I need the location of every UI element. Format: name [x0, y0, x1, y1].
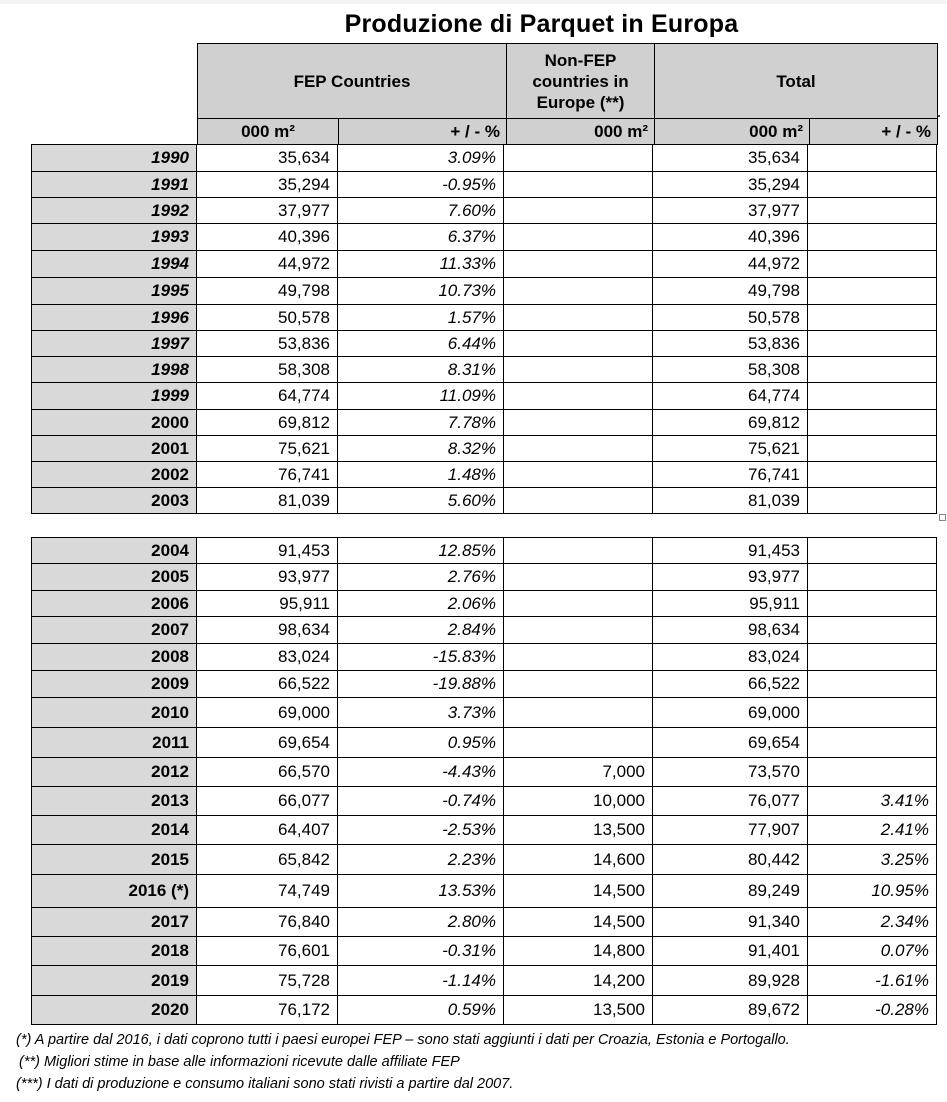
- fep-value-cell: 93,977: [197, 564, 338, 591]
- total-value-cell: 53,836: [653, 331, 808, 357]
- fep-change-cell: 13.53%: [338, 875, 504, 908]
- sub-non-fep-value: 000 m²: [506, 118, 655, 145]
- total-change-cell: 2.34%: [808, 908, 937, 937]
- fep-value-cell: 76,840: [197, 908, 338, 937]
- table-row: [31, 845, 937, 875]
- fep-change-cell: -15.83%: [338, 644, 504, 671]
- non-fep-value-cell: [504, 331, 653, 357]
- page-title: Produzione di Parquet in Europa: [344, 10, 739, 38]
- non-fep-value-cell: 14,500: [504, 908, 653, 937]
- fep-value-cell: 81,039: [197, 488, 338, 514]
- non-fep-value-cell: [504, 436, 653, 462]
- fep-value-cell: 91,453: [197, 537, 338, 564]
- table-row: [31, 966, 937, 996]
- fep-value-cell: 58,308: [197, 357, 338, 383]
- total-change-cell: 10.95%: [808, 875, 937, 908]
- fep-change-cell: 7.78%: [338, 410, 504, 436]
- fep-value-cell: 65,842: [197, 845, 338, 875]
- total-value-cell: 35,634: [653, 144, 808, 172]
- year-cell: 2010: [31, 698, 197, 728]
- footnote-1: (*) A partire dal 2016, i dati coprono tutti i paesi europei FEP – sono stati aggiunti i dati per Croazia, Estonia e Portogallo.: [16, 1032, 790, 1048]
- total-change-cell: [808, 591, 937, 617]
- non-fep-value-cell: 14,500: [504, 875, 653, 908]
- year-cell: 1998: [31, 357, 197, 383]
- year-cell: 2020: [31, 996, 197, 1025]
- fep-change-cell: -19.88%: [338, 671, 504, 698]
- table-row: [31, 728, 937, 758]
- total-value-cell: 77,907: [653, 816, 808, 845]
- fep-change-cell: 3.73%: [338, 698, 504, 728]
- fep-change-cell: -0.31%: [338, 937, 504, 966]
- fep-change-cell: 2.76%: [338, 564, 504, 591]
- year-cell: 1995: [31, 278, 197, 305]
- total-change-cell: [808, 728, 937, 758]
- total-change-cell: [808, 488, 937, 514]
- fep-change-cell: 8.32%: [338, 436, 504, 462]
- fep-value-cell: 95,911: [197, 591, 338, 617]
- non-fep-value-cell: 7,000: [504, 758, 653, 787]
- fep-change-cell: 3.09%: [338, 144, 504, 172]
- non-fep-value-cell: [504, 488, 653, 514]
- table-row: [31, 816, 937, 845]
- non-fep-value-cell: 10,000: [504, 787, 653, 816]
- fep-change-cell: 8.31%: [338, 357, 504, 383]
- fep-change-cell: 2.80%: [338, 908, 504, 937]
- total-change-cell: 3.41%: [808, 787, 937, 816]
- total-change-cell: 0.07%: [808, 937, 937, 966]
- total-change-cell: [808, 462, 937, 488]
- total-change-cell: [808, 198, 937, 224]
- non-fep-value-cell: [504, 278, 653, 305]
- footnotes: [16, 1029, 790, 1095]
- sub-total-value: 000 m²: [654, 118, 810, 145]
- table-row: [31, 875, 937, 908]
- year-cell: 2006: [31, 591, 197, 617]
- year-cell: 1991: [31, 172, 197, 198]
- table-row: [31, 644, 937, 671]
- table-row: [31, 462, 937, 488]
- non-fep-value-cell: 14,200: [504, 966, 653, 996]
- year-cell: 2001: [31, 436, 197, 462]
- non-fep-value-cell: 14,800: [504, 937, 653, 966]
- total-change-cell: [808, 357, 937, 383]
- year-cell: 1999: [31, 383, 197, 410]
- year-cell: 2007: [31, 617, 197, 644]
- fep-change-cell: -4.43%: [338, 758, 504, 787]
- fep-change-cell: 7.60%: [338, 198, 504, 224]
- non-fep-value-cell: [504, 224, 653, 251]
- non-fep-value-cell: [504, 305, 653, 331]
- total-change-cell: [808, 144, 937, 172]
- year-cell: 2003: [31, 488, 197, 514]
- table-row: [31, 908, 937, 937]
- table-row: [31, 564, 937, 591]
- fep-change-cell: 2.84%: [338, 617, 504, 644]
- total-change-cell: [808, 305, 937, 331]
- table-row: [31, 787, 937, 816]
- table-row: [31, 251, 937, 278]
- total-value-cell: 95,911: [653, 591, 808, 617]
- non-fep-value-cell: [504, 537, 653, 564]
- total-change-cell: [808, 436, 937, 462]
- total-value-cell: 98,634: [653, 617, 808, 644]
- year-cell: 1990: [31, 144, 197, 172]
- total-change-cell: 3.25%: [808, 845, 937, 875]
- non-fep-value-cell: [504, 383, 653, 410]
- year-cell: 1993: [31, 224, 197, 251]
- table-row: [31, 410, 937, 436]
- fep-value-cell: 44,972: [197, 251, 338, 278]
- year-cell: 2009: [31, 671, 197, 698]
- fep-value-cell: 53,836: [197, 331, 338, 357]
- fep-value-cell: 75,621: [197, 436, 338, 462]
- total-change-cell: [808, 644, 937, 671]
- fep-change-cell: 2.23%: [338, 845, 504, 875]
- fep-value-cell: 40,396: [197, 224, 338, 251]
- table-row: [31, 537, 937, 564]
- non-fep-value-cell: [504, 198, 653, 224]
- top-strip: [0, 0, 947, 4]
- fep-value-cell: 50,578: [197, 305, 338, 331]
- total-change-cell: [808, 537, 937, 564]
- non-fep-value-cell: [504, 462, 653, 488]
- year-cell: 1996: [31, 305, 197, 331]
- year-cell: 1997: [31, 331, 197, 357]
- table-row: [31, 172, 937, 198]
- table-row: [31, 488, 937, 514]
- fep-change-cell: 11.09%: [338, 383, 504, 410]
- fep-change-cell: 12.85%: [338, 537, 504, 564]
- total-value-cell: 89,672: [653, 996, 808, 1025]
- year-cell: 2011: [31, 728, 197, 758]
- total-value-cell: 37,977: [653, 198, 808, 224]
- fep-value-cell: 64,774: [197, 383, 338, 410]
- fep-change-cell: -0.74%: [338, 787, 504, 816]
- fep-change-cell: 11.33%: [338, 251, 504, 278]
- fep-value-cell: 66,522: [197, 671, 338, 698]
- table-row: [31, 144, 937, 172]
- table-row: [31, 198, 937, 224]
- year-cell: 2014: [31, 816, 197, 845]
- total-change-cell: -0.28%: [808, 996, 937, 1025]
- fep-change-cell: -1.14%: [338, 966, 504, 996]
- non-fep-value-cell: [504, 144, 653, 172]
- table-row: [31, 278, 937, 305]
- total-value-cell: 66,522: [653, 671, 808, 698]
- total-value-cell: 76,741: [653, 462, 808, 488]
- non-fep-value-cell: [504, 251, 653, 278]
- year-cell: 2002: [31, 462, 197, 488]
- fep-value-cell: 69,654: [197, 728, 338, 758]
- total-change-cell: [808, 758, 937, 787]
- header-fep-countries: FEP Countries: [197, 43, 507, 119]
- total-change-cell: [808, 698, 937, 728]
- total-change-cell: [808, 410, 937, 436]
- total-change-cell: [808, 617, 937, 644]
- fep-value-cell: 75,728: [197, 966, 338, 996]
- year-cell: 2015: [31, 845, 197, 875]
- fep-value-cell: 76,601: [197, 937, 338, 966]
- total-value-cell: 44,972: [653, 251, 808, 278]
- year-cell: 2000: [31, 410, 197, 436]
- header-total: Total: [654, 43, 938, 119]
- total-value-cell: 81,039: [653, 488, 808, 514]
- table-row: [31, 996, 937, 1025]
- total-value-cell: 49,798: [653, 278, 808, 305]
- total-change-cell: 2.41%: [808, 816, 937, 845]
- total-change-cell: [808, 383, 937, 410]
- fep-value-cell: 98,634: [197, 617, 338, 644]
- fep-value-cell: 69,812: [197, 410, 338, 436]
- total-value-cell: 73,570: [653, 758, 808, 787]
- fep-value-cell: 49,798: [197, 278, 338, 305]
- fep-value-cell: 66,077: [197, 787, 338, 816]
- total-value-cell: 89,928: [653, 966, 808, 996]
- total-value-cell: 91,401: [653, 937, 808, 966]
- year-cell: 1994: [31, 251, 197, 278]
- fep-change-cell: 1.57%: [338, 305, 504, 331]
- total-value-cell: 35,294: [653, 172, 808, 198]
- non-fep-value-cell: [504, 728, 653, 758]
- total-value-cell: 91,453: [653, 537, 808, 564]
- total-value-cell: 76,077: [653, 787, 808, 816]
- fep-value-cell: 64,407: [197, 816, 338, 845]
- non-fep-value-cell: [504, 617, 653, 644]
- fep-change-cell: 0.95%: [338, 728, 504, 758]
- non-fep-value-cell: [504, 591, 653, 617]
- non-fep-value-cell: [504, 671, 653, 698]
- fep-change-cell: 10.73%: [338, 278, 504, 305]
- total-value-cell: 58,308: [653, 357, 808, 383]
- year-cell: 2004: [31, 537, 197, 564]
- fep-value-cell: 35,634: [197, 144, 338, 172]
- total-value-cell: 50,578: [653, 305, 808, 331]
- year-cell: 2012: [31, 758, 197, 787]
- year-cell: 2013: [31, 787, 197, 816]
- year-cell: 2005: [31, 564, 197, 591]
- fep-change-cell: 5.60%: [338, 488, 504, 514]
- non-fep-value-cell: 13,500: [504, 996, 653, 1025]
- table-row: [31, 758, 937, 787]
- fep-value-cell: 69,000: [197, 698, 338, 728]
- resize-handle-icon[interactable]: [939, 514, 946, 521]
- non-fep-value-cell: [504, 410, 653, 436]
- total-value-cell: 80,442: [653, 845, 808, 875]
- fep-value-cell: 37,977: [197, 198, 338, 224]
- total-change-cell: -1.61%: [808, 966, 937, 996]
- non-fep-value-cell: [504, 564, 653, 591]
- year-cell: 1992: [31, 198, 197, 224]
- total-change-cell: [808, 564, 937, 591]
- non-fep-value-cell: 13,500: [504, 816, 653, 845]
- total-change-cell: [808, 671, 937, 698]
- year-cell: 2016 (*): [31, 875, 197, 908]
- table-row: [31, 305, 937, 331]
- footnote-2: (**) Migliori stime in base alle informazioni ricevute dalle affiliate FEP: [19, 1054, 460, 1070]
- fep-value-cell: 74,749: [197, 875, 338, 908]
- table-row: [31, 698, 937, 728]
- non-fep-value-cell: [504, 644, 653, 671]
- total-value-cell: 91,340: [653, 908, 808, 937]
- year-cell: 2019: [31, 966, 197, 996]
- fep-value-cell: 66,570: [197, 758, 338, 787]
- table-row: [31, 436, 937, 462]
- total-value-cell: 40,396: [653, 224, 808, 251]
- fep-value-cell: 35,294: [197, 172, 338, 198]
- fep-change-cell: 2.06%: [338, 591, 504, 617]
- total-change-cell: [808, 278, 937, 305]
- total-change-cell: [808, 331, 937, 357]
- total-value-cell: 83,024: [653, 644, 808, 671]
- total-value-cell: 64,774: [653, 383, 808, 410]
- non-fep-value-cell: [504, 357, 653, 383]
- table-row: [31, 671, 937, 698]
- footnote-3: (***) I dati di produzione e consumo italiani sono stati rivisti a partire dal 2007.: [16, 1076, 514, 1092]
- fep-change-cell: 1.48%: [338, 462, 504, 488]
- table-row: [31, 617, 937, 644]
- year-cell: 2008: [31, 644, 197, 671]
- total-value-cell: 69,000: [653, 698, 808, 728]
- fep-change-cell: 6.44%: [338, 331, 504, 357]
- table-row: [31, 937, 937, 966]
- fep-change-cell: -2.53%: [338, 816, 504, 845]
- table-row: [31, 331, 937, 357]
- table-row: [31, 224, 937, 251]
- non-fep-value-cell: 14,600: [504, 845, 653, 875]
- sub-fep-value: 000 m²: [197, 118, 339, 145]
- fep-change-cell: -0.95%: [338, 172, 504, 198]
- fep-value-cell: 83,024: [197, 644, 338, 671]
- fep-change-cell: 6.37%: [338, 224, 504, 251]
- sub-fep-change: + / - %: [338, 118, 507, 145]
- total-value-cell: 69,654: [653, 728, 808, 758]
- total-change-cell: [808, 172, 937, 198]
- table-row: [31, 591, 937, 617]
- total-value-cell: 69,812: [653, 410, 808, 436]
- total-value-cell: 89,249: [653, 875, 808, 908]
- total-value-cell: 93,977: [653, 564, 808, 591]
- year-cell: 2017: [31, 908, 197, 937]
- fep-value-cell: 76,741: [197, 462, 338, 488]
- total-change-cell: [808, 224, 937, 251]
- sub-total-change: + / - %: [809, 118, 938, 145]
- total-value-cell: 75,621: [653, 436, 808, 462]
- non-fep-value-cell: [504, 172, 653, 198]
- non-fep-value-cell: [504, 698, 653, 728]
- total-change-cell: [808, 251, 937, 278]
- fep-change-cell: 0.59%: [338, 996, 504, 1025]
- year-cell: 2018: [31, 937, 197, 966]
- table-row: [31, 383, 937, 410]
- header-non-fep: Non-FEP countries in Europe (**): [506, 43, 655, 119]
- table-row: [31, 357, 937, 383]
- stray-dot: [938, 115, 940, 117]
- fep-value-cell: 76,172: [197, 996, 338, 1025]
